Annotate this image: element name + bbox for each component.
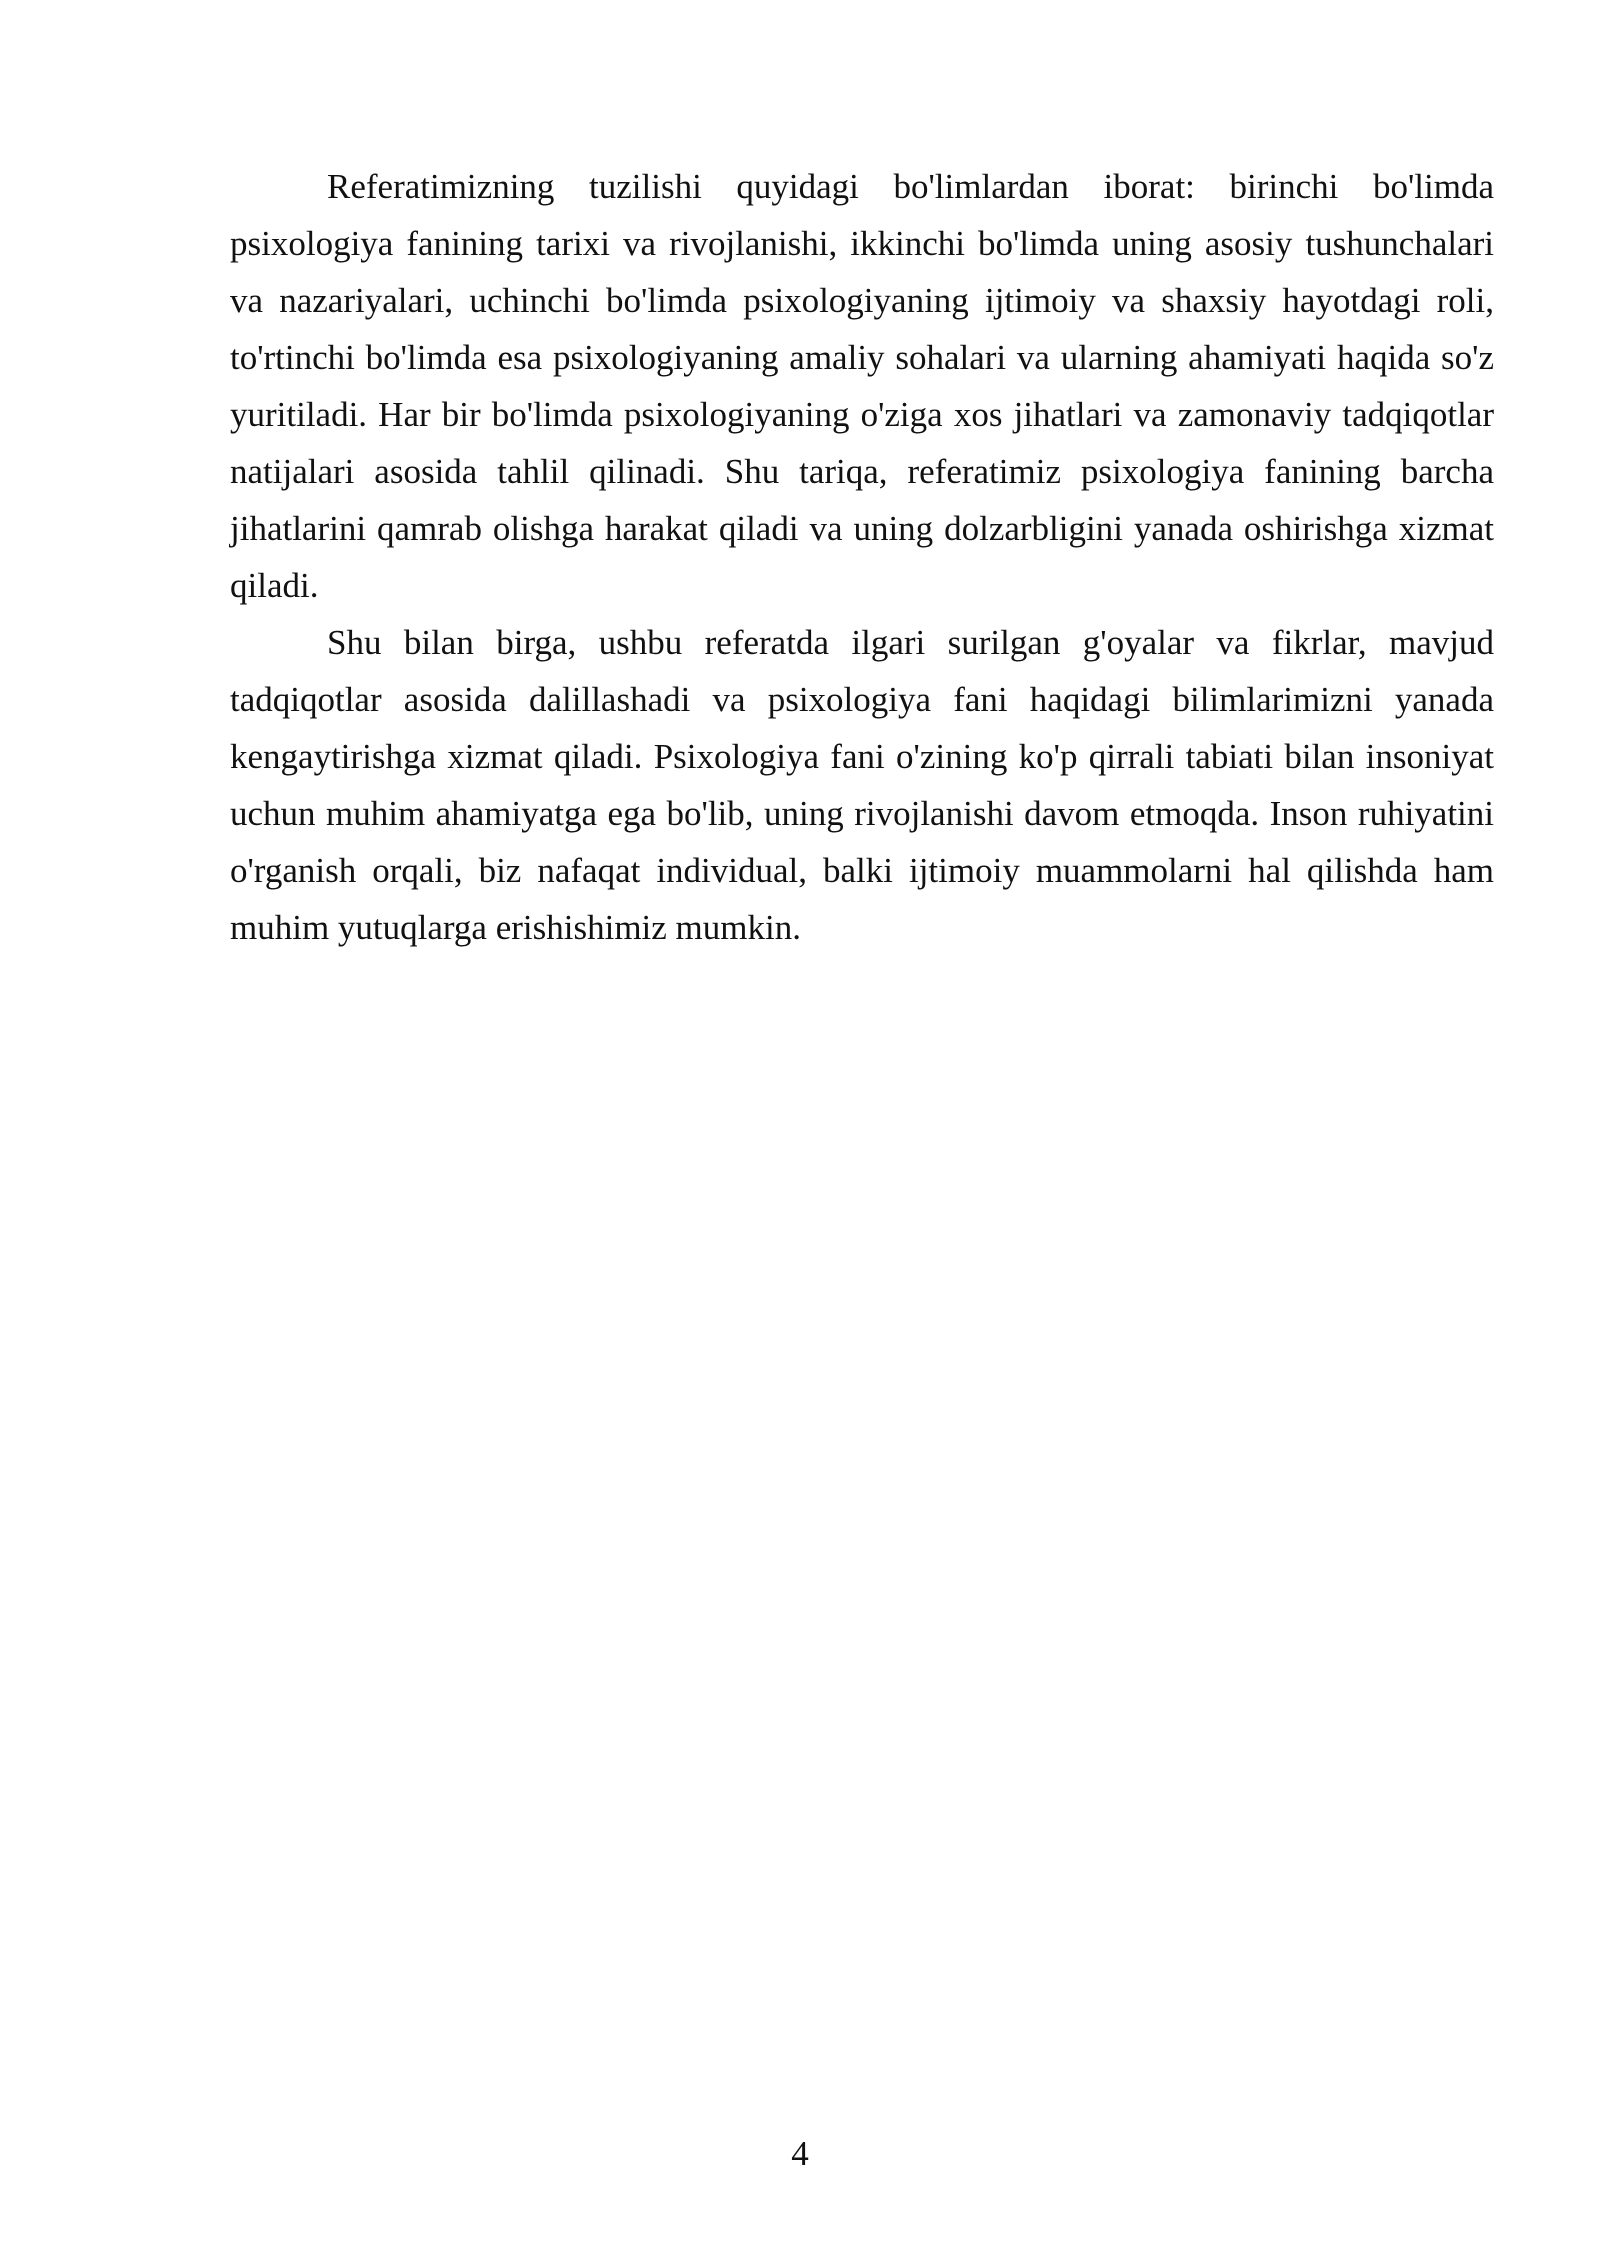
paragraph-conclusion: Shu bilan birga, ushbu referatda ilgari surilgan g'oyalar va fikrlar, mavjud tadqiqotlar asosida dalillashadi va psixologiya fani haqidagi bilimlarimizni yanada kengaytirishga xizmat qiladi. Psixologiya fani o'zining ko'p qirrali tabiati bilan insoniyat uchun muhim ahamiyatga ega bo'lib, uning rivojlanishi davom etmoqda. Inson ruhiyatini o'rganish orqali, biz nafaqat individual, balki ijtimoiy muammolarni hal qilishda ham muhim yutuqlarga erishishimiz mumkin.	[230, 623, 1494, 947]
body-text	[230, 158, 1494, 956]
page-number: 4	[791, 2134, 809, 2173]
paragraph-structure: Referatimizning tuzilishi quyidagi bo'limlardan iborat: birinchi bo'limda psixologiya fanining tarixi va rivojlanishi, ikkinchi bo'limda uning asosiy tushunchalari va nazariyalari, uchinchi bo'limda psixologiyaning ijtimoiy va shaxsiy hayotdagi roli, to'rtinchi bo'limda esa psixologiyaning amaliy sohalari va ularning ahamiyati haqida so'z yuritiladi. Har bir bo'limda psixologiyaning o'ziga xos jihatlari va zamonaviy tadqiqotlar natijalari asosida tahlil qilinadi. Shu tariqa, referatimiz psixologiya fanining barcha jihatlarini qamrab olishga harakat qiladi va uning dolzarbligini yanada oshirishga xizmat qiladi.	[230, 167, 1494, 605]
